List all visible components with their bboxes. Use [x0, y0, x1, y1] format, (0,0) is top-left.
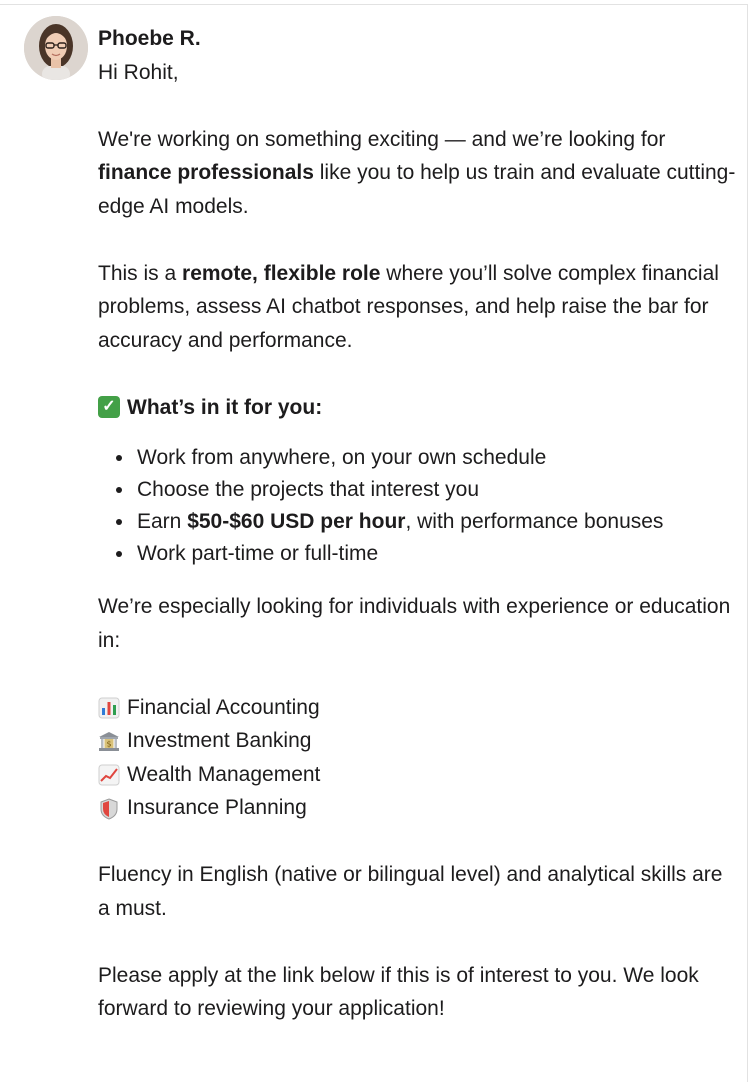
area-item: [98, 758, 738, 792]
chart-increasing-icon: [98, 763, 120, 785]
benefits-heading-text: What’s in it for you:: [127, 395, 323, 419]
intro-paragraph: [98, 123, 738, 224]
list-item: Work part-time or full-time: [137, 538, 738, 570]
earn-rate: $50-$60 USD per hour: [187, 510, 406, 533]
avatar-image: [24, 16, 88, 80]
message-body: [98, 22, 738, 1026]
role-paragraph: [98, 257, 738, 358]
list-item: [137, 506, 738, 538]
bar-chart-icon: [98, 696, 120, 718]
earn-text: Earn: [137, 510, 188, 533]
earn-text-end: , with performance bonuses: [405, 510, 664, 533]
area-label: Financial Accounting: [127, 695, 320, 719]
requirements-paragraph: Fluency in English (native or bilingual level) and analytical skills are a must.: [98, 863, 723, 920]
role-text-end: where you’ll solve complex financial problems, assess AI chatbot responses, and help raise the bar for accuracy and performance.: [98, 261, 719, 352]
area-item: [98, 791, 738, 825]
area-item: [98, 724, 738, 758]
checkmark-icon: ✓: [98, 396, 120, 418]
intro-emphasis: finance professionals: [98, 161, 314, 184]
greeting: Hi Rohit,: [98, 60, 179, 84]
bank-icon: [98, 730, 120, 752]
area-label: Investment Banking: [127, 729, 312, 752]
area-label: Wealth Management: [127, 762, 321, 786]
svg-text:$: $: [106, 739, 112, 749]
experience-paragraph: We’re especially looking for individuals with experience or education in:: [98, 595, 731, 652]
role-text: This is a: [98, 261, 183, 285]
avatar[interactable]: [24, 16, 88, 80]
role-emphasis: remote, flexible role: [182, 261, 381, 285]
list-item: Choose the projects that interest you: [137, 474, 738, 506]
sender-name[interactable]: Phoebe R.: [98, 27, 201, 50]
list-item: Work from anywhere, on your own schedule: [137, 442, 738, 474]
benefits-list: [98, 442, 738, 570]
area-item: [98, 691, 738, 725]
benefits-heading: [98, 391, 738, 425]
shield-icon: [98, 797, 120, 819]
area-label: Insurance Planning: [127, 796, 307, 819]
intro-text-end: like you to help us train and evaluate cutting-edge AI models.: [98, 161, 736, 218]
closing-paragraph: Please apply at the link below if this is of interest to you. We look forward to reviewing your application!: [98, 963, 699, 1020]
intro-text: We're working on something exciting — and we’re looking for: [98, 127, 666, 151]
